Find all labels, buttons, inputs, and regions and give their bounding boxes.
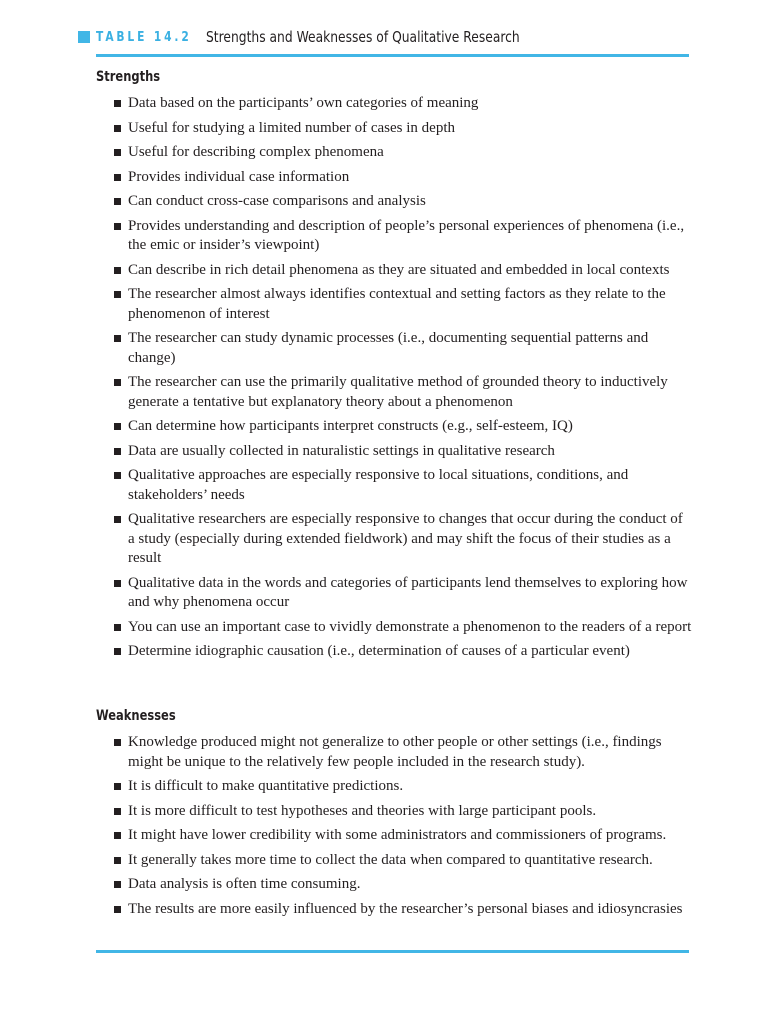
strength-item	[112, 168, 692, 188]
strength-item-text: Qualitative researchers are especially responsive to changes that occur during the conduct of a study (especially during extended fieldwork) and may shift the focus of their studies as a result	[128, 511, 683, 566]
weakness-item-text: It might have lower credibility with some administrators and commissioners of programs.	[128, 827, 667, 843]
strength-item-text: Provides understanding and description of people’s personal experiences of phenomena (i.e., the emic or insider’s viewpoint)	[128, 217, 685, 253]
weakness-item	[112, 851, 692, 871]
square-bullet-icon	[114, 198, 121, 205]
square-bullet-icon	[114, 125, 121, 132]
square-bullet-icon	[114, 516, 121, 523]
square-bullet-icon	[114, 648, 121, 655]
weakness-item-text: The results are more easily influenced by the researcher’s personal biases and idiosyncrasies	[128, 900, 683, 917]
strength-item-text: Data are usually collected in naturalistic settings in qualitative research	[128, 442, 555, 459]
weakness-item	[112, 733, 692, 772]
square-bullet-icon	[114, 423, 121, 430]
strength-item	[112, 510, 692, 569]
square-bullet-icon	[114, 580, 121, 587]
square-bullet-icon	[114, 291, 121, 298]
strength-item-text: Useful for studying a limited number of cases in depth	[128, 119, 456, 136]
weakness-item-text: It is difficult to make quantitative predictions.	[128, 778, 404, 794]
weaknesses-heading: Weaknesses	[96, 708, 176, 724]
bottom-rule	[96, 950, 689, 953]
weakness-item	[112, 802, 692, 822]
square-bullet-icon	[114, 448, 121, 455]
strength-item	[112, 417, 692, 437]
strength-item-text: Qualitative approaches are especially responsive to local situations, conditions, and stakeholders’ needs	[128, 467, 629, 503]
square-bullet-icon	[114, 472, 121, 479]
strength-item	[112, 261, 692, 281]
strength-item-text: Useful for describing complex phenomena	[128, 144, 384, 160]
square-bullet-icon	[114, 881, 121, 888]
square-bullet-icon	[114, 267, 121, 274]
table-header	[78, 26, 690, 48]
weaknesses-list	[112, 733, 692, 924]
strength-item-text: You can use an important case to vividly demonstrate a phenomenon to the readers of a report	[128, 618, 692, 635]
square-bullet-icon	[114, 335, 121, 342]
strength-item-text: The researcher almost always identifies contextual and setting factors as they relate to the phenomenon of interest	[128, 286, 666, 322]
strength-item-text: Can determine how participants interpret constructs (e.g., self-esteem, IQ)	[128, 418, 573, 434]
strength-item-text: The researcher can study dynamic processes (i.e., documenting sequential patterns and change)	[128, 330, 649, 366]
strength-item-text: Determine idiographic causation (i.e., determination of causes of a particular event)	[128, 643, 630, 659]
square-bullet-icon	[114, 857, 121, 864]
strength-item-text: The researcher can use the primarily qualitative method of grounded theory to inductively generate a tentative but explanatory theory about a phenomenon	[128, 374, 668, 410]
table-marker-square	[78, 31, 90, 43]
strengths-list	[112, 94, 692, 667]
square-bullet-icon	[114, 223, 121, 230]
square-bullet-icon	[114, 624, 121, 631]
strength-item-text: Provides individual case information	[128, 168, 350, 185]
strength-item	[112, 642, 692, 662]
table-title: Strengths and Weaknesses of Qualitative Research	[206, 28, 520, 46]
table-number-label: TABLE 14.2	[96, 29, 192, 45]
strength-item	[112, 373, 692, 412]
strength-item-text: Can describe in rich detail phenomena as they are situated and embedded in local contexts	[128, 261, 670, 278]
square-bullet-icon	[114, 783, 121, 790]
strength-item	[112, 442, 692, 462]
weakness-item	[112, 777, 692, 797]
square-bullet-icon	[114, 379, 121, 386]
strength-item	[112, 217, 692, 256]
strength-item	[112, 285, 692, 324]
strength-item	[112, 94, 692, 114]
square-bullet-icon	[114, 906, 121, 913]
weakness-item	[112, 900, 692, 920]
weakness-item	[112, 826, 692, 846]
square-bullet-icon	[114, 149, 121, 156]
square-bullet-icon	[114, 100, 121, 107]
weakness-item-text: Knowledge produced might not generalize to other people or other settings (i.e., findings might be unique to the relatively few people included in the research study).	[128, 734, 662, 770]
strengths-heading: Strengths	[96, 69, 161, 85]
weakness-item-text: Data analysis is often time consuming.	[128, 876, 361, 892]
strength-item-text: Can conduct cross-case comparisons and analysis	[128, 193, 426, 209]
strength-item	[112, 192, 692, 212]
weakness-item-text: It generally takes more time to collect the data when compared to quantitative research.	[128, 851, 653, 868]
strength-item-text: Qualitative data in the words and categories of participants lend themselves to exploring how and why phenomena occur	[128, 574, 688, 610]
top-rule	[96, 54, 689, 57]
weakness-item	[112, 875, 692, 895]
square-bullet-icon	[114, 832, 121, 839]
strength-item	[112, 119, 692, 139]
strength-item	[112, 618, 692, 638]
square-bullet-icon	[114, 174, 121, 181]
weakness-item-text: It is more difficult to test hypotheses and theories with large participant pools.	[128, 802, 597, 819]
square-bullet-icon	[114, 808, 121, 815]
strength-item	[112, 466, 692, 505]
square-bullet-icon	[114, 739, 121, 746]
strength-item	[112, 143, 692, 163]
strength-item	[112, 329, 692, 368]
strength-item	[112, 574, 692, 613]
strength-item-text: Data based on the participants’ own categories of meaning	[128, 95, 479, 111]
